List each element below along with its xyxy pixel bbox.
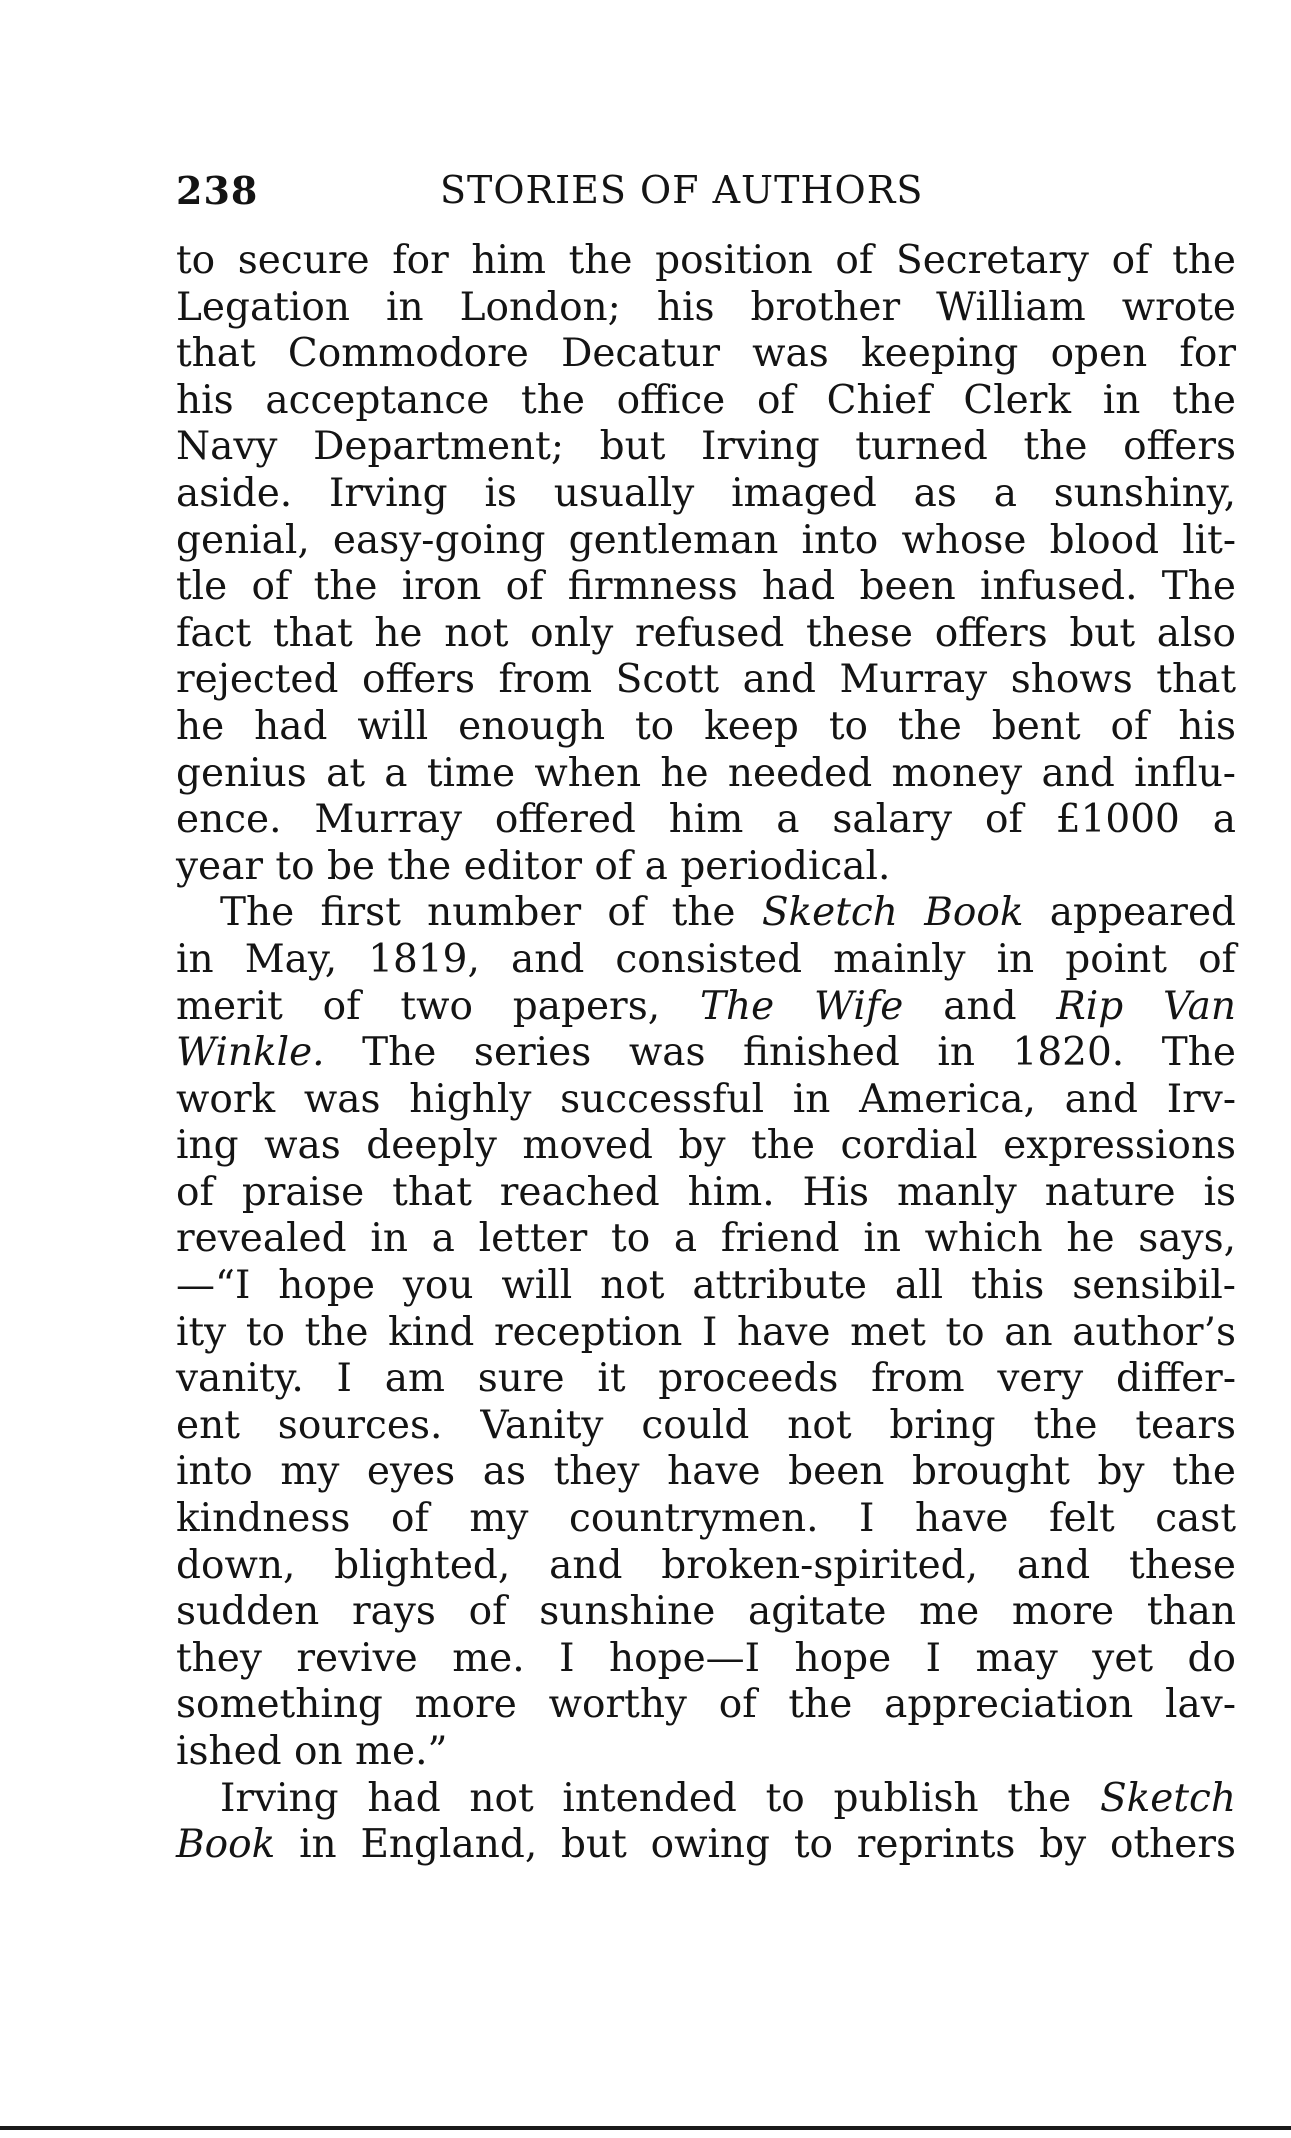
- text-line: [176, 1589, 1236, 1636]
- text-segment: and: [903, 983, 1057, 1029]
- text-segment: appeared: [1023, 890, 1236, 936]
- text-line: [176, 564, 1236, 611]
- text-segment: Navy Department; but Irving turned the offers: [176, 424, 1236, 470]
- text-line: [176, 704, 1236, 751]
- text-line: [176, 1636, 1236, 1683]
- text-line: [176, 1356, 1236, 1403]
- text-segment: they revive me. I hope—I hope I may yet do: [176, 1635, 1236, 1681]
- text-segment: rejected offers from Scott and Murray shows that: [176, 657, 1236, 703]
- running-head: STORIES OF AUTHORS: [440, 168, 924, 212]
- text-segment: aside. Irving is usually imaged as a sunshiny,: [176, 470, 1236, 516]
- italic-title: Sketch Book: [761, 890, 1024, 936]
- text-line: [176, 471, 1236, 518]
- text-segment: The first number of the: [220, 890, 762, 936]
- text-line: [176, 1449, 1236, 1496]
- text-segment: sudden rays of sunshine agitate me more than: [176, 1589, 1236, 1635]
- text-segment: kindness of my countrymen. I have felt cast: [176, 1496, 1236, 1542]
- italic-title: Winkle.: [176, 1030, 325, 1076]
- text-line: [176, 1682, 1236, 1729]
- text-line: [176, 1403, 1236, 1450]
- text-segment: work was highly successful in America, and Irv-: [176, 1076, 1236, 1122]
- text-line: [176, 1496, 1236, 1543]
- text-segment: merit of two papers,: [176, 983, 700, 1029]
- body-text: [176, 238, 1236, 1869]
- text-line: [176, 1030, 1236, 1077]
- text-segment: Legation in London; his brother William wrote: [176, 284, 1236, 330]
- text-segment: fact that he not only refused these offers but also: [176, 610, 1236, 656]
- text-segment: in England, but owing to reprints by others: [275, 1822, 1236, 1868]
- text-line: [176, 1310, 1236, 1357]
- text-line: [176, 1216, 1236, 1263]
- text-line: [176, 937, 1236, 984]
- text-segment: Irving had not intended to publish the: [220, 1775, 1100, 1821]
- text-segment: year to be the editor of a periodical.: [176, 843, 891, 889]
- text-segment: his acceptance the office of Chief Clerk in the: [176, 377, 1236, 423]
- text-segment: revealed in a letter to a friend in which he says,: [176, 1216, 1236, 1262]
- text-segment: ence. Murray offered him a salary of £1000 a: [176, 797, 1236, 843]
- text-segment: to secure for him the position of Secretary of the: [176, 238, 1236, 283]
- text-line: [176, 378, 1236, 425]
- italic-title: The Wife: [699, 983, 904, 1029]
- page-header: [176, 168, 1236, 220]
- text-line: [176, 1170, 1236, 1217]
- text-segment: ity to the kind reception I have met to an author’s: [176, 1309, 1236, 1355]
- text-line: [176, 1822, 1236, 1869]
- italic-title: Book: [176, 1822, 276, 1868]
- text-line: [176, 844, 1236, 891]
- text-segment: genius at a time when he needed money and influ-: [176, 750, 1236, 796]
- text-segment: vanity. I am sure it proceeds from very differ-: [176, 1356, 1236, 1402]
- text-segment: —“I hope you will not attribute all this sensibil-: [176, 1263, 1236, 1309]
- text-line: [176, 751, 1236, 798]
- text-line: [176, 1729, 1236, 1776]
- italic-title: Rip Van: [1056, 983, 1236, 1029]
- text-segment: tle of the iron of firmness had been infused. The: [176, 564, 1236, 610]
- bottom-rule: [0, 2126, 1291, 2130]
- text-segment: The series was finished in 1820. The: [324, 1030, 1236, 1076]
- text-line: [176, 285, 1236, 332]
- text-line: [176, 1543, 1236, 1590]
- text-line: [176, 1077, 1236, 1124]
- text-segment: genial, easy-going gentleman into whose blood lit-: [176, 517, 1236, 563]
- text-segment: ing was deeply moved by the cordial expressions: [176, 1123, 1236, 1169]
- text-segment: down, blighted, and broken-spirited, and these: [176, 1542, 1236, 1588]
- text-segment: into my eyes as they have been brought by the: [176, 1449, 1236, 1495]
- italic-title: Sketch: [1099, 1775, 1236, 1821]
- text-line: [176, 1776, 1236, 1823]
- text-line: [176, 611, 1236, 658]
- text-segment: ished on me.”: [176, 1729, 448, 1774]
- text-line: [176, 424, 1236, 471]
- text-line: [176, 890, 1236, 937]
- text-segment: ent sources. Vanity could not bring the tears: [176, 1402, 1236, 1448]
- text-segment: in May, 1819, and consisted mainly in point of: [176, 936, 1236, 982]
- text-segment: he had will enough to keep to the bent of his: [176, 703, 1236, 749]
- text-line: [176, 518, 1236, 565]
- text-segment: of praise that reached him. His manly nature is: [176, 1169, 1236, 1215]
- text-segment: that Commodore Decatur was keeping open for: [176, 331, 1236, 377]
- text-line: [176, 657, 1236, 704]
- text-line: [176, 984, 1236, 1031]
- text-line: [176, 1123, 1236, 1170]
- text-line: [176, 797, 1236, 844]
- text-line: [176, 331, 1236, 378]
- page-number: 238: [176, 168, 259, 213]
- text-line: [176, 1263, 1236, 1310]
- text-segment: something more worthy of the appreciation lav-: [176, 1682, 1236, 1728]
- text-line: [176, 238, 1236, 285]
